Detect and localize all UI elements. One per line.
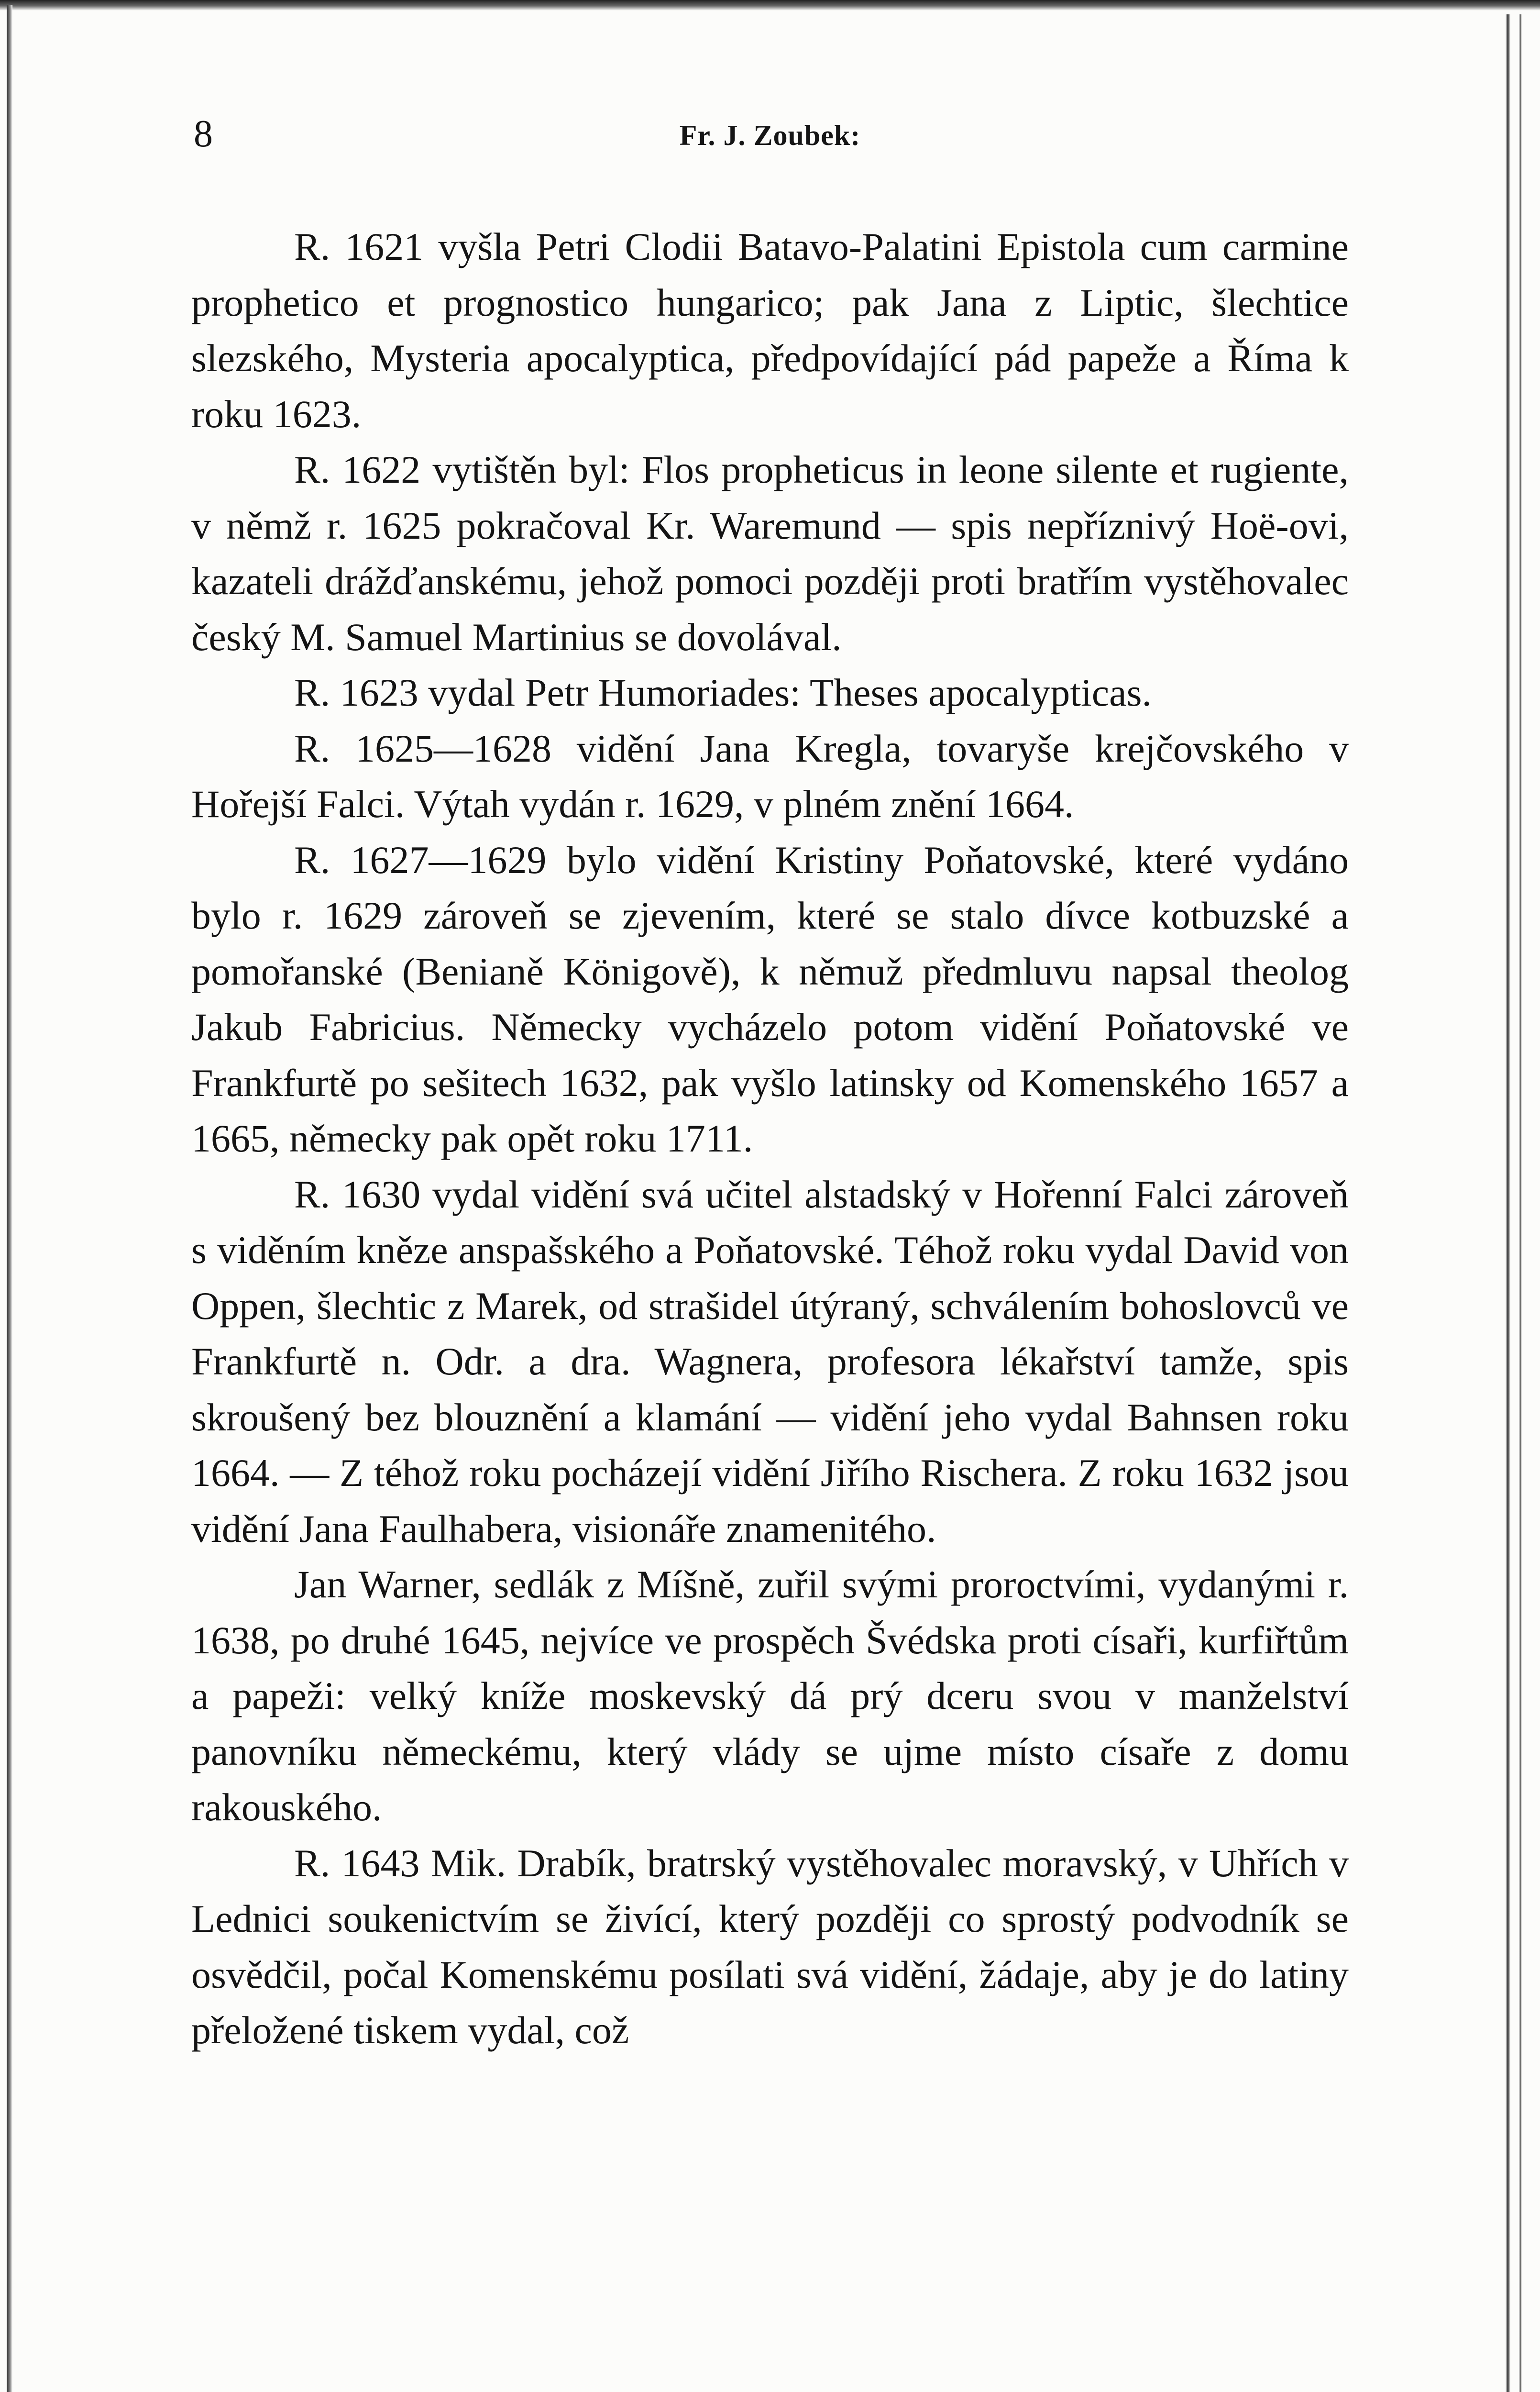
- binding-gutter-line: [1519, 14, 1522, 2392]
- paragraph: R. 1623 vydal Petr Humoriades: Theses apocalypticas.: [294, 671, 1152, 714]
- paragraph: Jan Warner, sedlák z Míšně, zuřil svými proroctvími, vydanými r. 1638, po druhé 1645, nejvíce ve prospěch Švédska proti císaři, kurfiřtům a papeži: velký kníže moskevský dá prý dceru svou v manželství panovníku německému, který vlády se ujme místo císaře z domu rakouského.: [191, 1562, 1349, 1829]
- body-text: [191, 219, 1349, 2059]
- page-left-edge-shadow: [7, 5, 12, 2392]
- page-header: [0, 112, 1540, 155]
- paragraph: R. 1643 Mik. Drabík, bratrský vystěhovalec moravský, v Uhřích v Lednici soukenictvím se živící, který později co sprostý podvodník se osvědčil, počal Komenskému posílati svá vidění, žádaje, aby je do latiny přeložené tiskem vydal, což: [191, 1841, 1349, 2052]
- page-number: 8: [194, 113, 213, 155]
- paragraph: R. 1627—1629 bylo vidění Kristiny Poňatovské, které vydáno bylo r. 1629 zároveň se zjevením, které se stalo dívce kotbuzské a pomořanské (Benianě Königově), k němuž předmluvu napsal theolog Jakub Fabricius. Německy vycházelo potom vidění Poňatovské ve Frankfurtě po sešitech 1632, pak vyšlo latinsky od Komenského 1657 a 1665, německy pak opět roku 1711.: [191, 838, 1349, 1160]
- paragraph: R. 1622 vytištěn byl: Flos propheticus in leone silente et rugiente, v němž r. 1625 pokračoval Kr. Waremund — spis nepříznivý Hoë-ovi, kazateli drážďanskému, jehož pomoci později proti bratřím vystěhovalec český M. Samuel Martinius se dovolával.: [191, 448, 1349, 659]
- paragraph: R. 1621 vyšla Petri Clodii Batavo-Palatini Epistola cum carmine prophetico et prognostico hungarico; pak Jana z Liptic, šlechtice slezského, Mysteria apocalyptica, předpovídající pád papeže a Říma k roku 1623.: [191, 225, 1349, 436]
- page-top-edge-shadow: [0, 0, 1540, 11]
- running-head: Fr. J. Zoubek:: [679, 120, 861, 151]
- binding-gutter-shadow: [1506, 14, 1510, 2392]
- paragraph: R. 1625—1628 vidění Jana Kregla, tovaryše krejčovského v Hořejší Falci. Výtah vydán r. 1629, v plném znění 1664.: [191, 726, 1349, 826]
- paragraph: R. 1630 vydal vidění svá učitel alstadský v Hořenní Falci zároveň s viděním kněze anspašského a Poňatovské. Téhož roku vydal David von Oppen, šlechtic z Marek, od strašidel útýraný, schválením bohoslovců ve Frankfurtě n. Odr. a dra. Wagnera, profesora lékařství tamže, spis skroušený bez blouznění a klamání — vidění jeho vydal Bahnsen roku 1664. — Z téhož roku pocházejí vidění Jiřího Rischera. Z roku 1632 jsou vidění Jana Faulhabera, visionáře znamenitého.: [191, 1172, 1349, 1550]
